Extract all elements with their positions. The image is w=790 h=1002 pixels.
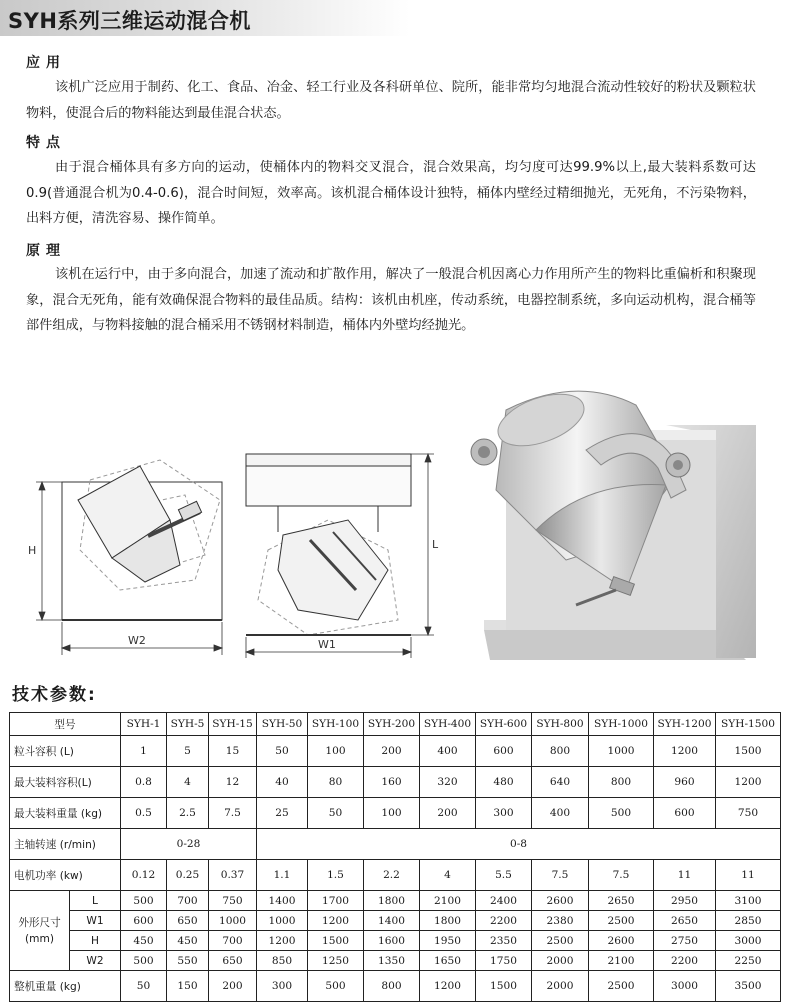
table-cell: 5 <box>167 736 209 767</box>
table-cell: 650 <box>167 911 209 931</box>
table-cell: 1200 <box>716 767 781 798</box>
table-cell: 700 <box>167 891 209 911</box>
table-cell: 3000 <box>654 971 716 1002</box>
table-cell: 1000 <box>589 736 654 767</box>
table-cell: 2650 <box>654 911 716 931</box>
table-cell: 1800 <box>420 911 476 931</box>
table-cell: 2250 <box>716 951 781 971</box>
model-name-cell: SYH-15 <box>209 713 257 736</box>
table-cell: 5.5 <box>476 860 532 891</box>
dim-label: L <box>70 891 121 911</box>
speed-small-cell: 0-28 <box>121 829 257 860</box>
row-label: 电机功率 (kw) <box>10 860 121 891</box>
table-cell: 2600 <box>589 931 654 951</box>
table-cell: 1750 <box>476 951 532 971</box>
table-row <box>10 951 781 971</box>
table-cell: 25 <box>257 798 308 829</box>
table-cell: 300 <box>257 971 308 1002</box>
table-cell: 7.5 <box>209 798 257 829</box>
table-cell: 80 <box>308 767 364 798</box>
table-cell: 100 <box>308 736 364 767</box>
table-cell: 0.8 <box>121 767 167 798</box>
model-name-cell: SYH-100 <box>308 713 364 736</box>
table-cell: 1350 <box>364 951 420 971</box>
speed-large-cell: 0-8 <box>257 829 781 860</box>
table-cell: 2600 <box>532 891 589 911</box>
front-view-diagram <box>20 440 235 660</box>
spec-table <box>9 712 781 1002</box>
table-cell: 600 <box>654 798 716 829</box>
table-cell: 2000 <box>532 971 589 1002</box>
table-cell: 1200 <box>257 931 308 951</box>
table-cell: 12 <box>209 767 257 798</box>
model-name-cell: SYH-600 <box>476 713 532 736</box>
table-cell: 7.5 <box>589 860 654 891</box>
table-cell: 1 <box>121 736 167 767</box>
table-cell: 400 <box>420 736 476 767</box>
table-cell: 3100 <box>716 891 781 911</box>
table-row <box>10 891 781 911</box>
table-row <box>10 829 781 860</box>
table-cell: 1200 <box>420 971 476 1002</box>
table-cell: 1.1 <box>257 860 308 891</box>
title-bar <box>0 0 410 36</box>
table-cell: 320 <box>420 767 476 798</box>
table-cell: 500 <box>121 891 167 911</box>
table-row <box>10 767 781 798</box>
table-cell: 100 <box>364 798 420 829</box>
model-name-cell: SYH-400 <box>420 713 476 736</box>
table-cell: 1800 <box>364 891 420 911</box>
table-cell: 2500 <box>532 931 589 951</box>
table-cell: 1200 <box>308 911 364 931</box>
table-cell: 4 <box>420 860 476 891</box>
dims-group-label: 外形尺寸(mm) <box>10 891 70 971</box>
table-cell: 1400 <box>257 891 308 911</box>
table-cell: 2200 <box>476 911 532 931</box>
page-title: SYH系列三维运动混合机 <box>8 9 251 33</box>
table-cell: 650 <box>209 951 257 971</box>
table-cell: 500 <box>308 971 364 1002</box>
table-cell: 960 <box>654 767 716 798</box>
table-cell: 50 <box>121 971 167 1002</box>
table-cell: 500 <box>589 798 654 829</box>
table-cell: 2.2 <box>364 860 420 891</box>
h-dimension-label: H <box>28 544 37 557</box>
table-cell: 1500 <box>308 931 364 951</box>
table-cell: 480 <box>476 767 532 798</box>
table-cell: 850 <box>257 951 308 971</box>
row-label: 最大装料重量 (kg) <box>10 798 121 829</box>
table-cell: 2400 <box>476 891 532 911</box>
features-heading: 特点 <box>26 135 66 151</box>
table-cell: 160 <box>364 767 420 798</box>
table-row <box>10 798 781 829</box>
table-cell: 11 <box>716 860 781 891</box>
row-label: 主轴转速 (r/min) <box>10 829 121 860</box>
table-cell: 2850 <box>716 911 781 931</box>
model-name-cell: SYH-5 <box>167 713 209 736</box>
table-cell: 400 <box>532 798 589 829</box>
table-cell: 0.12 <box>121 860 167 891</box>
table-row <box>10 931 781 951</box>
table-cell: 2100 <box>420 891 476 911</box>
table-cell: 200 <box>364 736 420 767</box>
model-name-cell: SYH-200 <box>364 713 420 736</box>
table-cell: 1700 <box>308 891 364 911</box>
table-cell: 1500 <box>476 971 532 1002</box>
table-cell: 1.5 <box>308 860 364 891</box>
table-cell: 1400 <box>364 911 420 931</box>
table-cell: 2380 <box>532 911 589 931</box>
model-name-cell: SYH-1500 <box>716 713 781 736</box>
model-name-cell: SYH-1 <box>121 713 167 736</box>
table-cell: 550 <box>167 951 209 971</box>
table-cell: 2.5 <box>167 798 209 829</box>
table-cell: 800 <box>364 971 420 1002</box>
table-cell: 2100 <box>589 951 654 971</box>
w2-dimension-label: W2 <box>128 634 146 647</box>
dim-label: W1 <box>70 911 121 931</box>
table-cell: 1950 <box>420 931 476 951</box>
table-cell: 2950 <box>654 891 716 911</box>
model-header: 型号 <box>10 713 121 736</box>
table-cell: 11 <box>654 860 716 891</box>
dim-label: H <box>70 931 121 951</box>
table-cell: 450 <box>167 931 209 951</box>
table-cell: 200 <box>420 798 476 829</box>
table-cell: 2350 <box>476 931 532 951</box>
table-cell: 1650 <box>420 951 476 971</box>
table-cell: 2200 <box>654 951 716 971</box>
w1-dimension-label: W1 <box>318 638 336 651</box>
table-cell: 40 <box>257 767 308 798</box>
table-cell: 750 <box>716 798 781 829</box>
application-text: 该机广泛应用于制药、化工、食品、冶金、轻工行业及各科研单位、院所，能非常均匀地混合流动性较好的粉状及颗粒状物料，使混合后的物料能达到最佳混合状态。 <box>26 80 756 121</box>
table-cell: 750 <box>209 891 257 911</box>
table-cell: 15 <box>209 736 257 767</box>
model-name-cell: SYH-1200 <box>654 713 716 736</box>
machine-photo <box>466 380 766 670</box>
table-cell: 2500 <box>589 911 654 931</box>
row-label: 整机重量 (kg) <box>10 971 121 1002</box>
l-dimension-label: L <box>432 538 439 551</box>
table-cell: 450 <box>121 931 167 951</box>
table-cell: 2650 <box>589 891 654 911</box>
table-row <box>10 860 781 891</box>
table-row <box>10 971 781 1002</box>
model-name-cell: SYH-800 <box>532 713 589 736</box>
params-heading: 技术参数: <box>12 685 97 705</box>
table-cell: 300 <box>476 798 532 829</box>
table-cell: 7.5 <box>532 860 589 891</box>
table-cell: 0.5 <box>121 798 167 829</box>
table-row <box>10 736 781 767</box>
table-cell: 1200 <box>654 736 716 767</box>
table-cell: 3500 <box>716 971 781 1002</box>
table-cell: 2750 <box>654 931 716 951</box>
table-cell: 50 <box>308 798 364 829</box>
table-cell: 1600 <box>364 931 420 951</box>
table-cell: 1000 <box>257 911 308 931</box>
row-label: 最大装料容积(L) <box>10 767 121 798</box>
side-view-diagram <box>238 440 448 660</box>
principle-heading: 原理 <box>26 243 66 259</box>
table-cell: 1000 <box>209 911 257 931</box>
table-cell: 800 <box>589 767 654 798</box>
table-cell: 640 <box>532 767 589 798</box>
table-cell: 2000 <box>532 951 589 971</box>
table-cell: 50 <box>257 736 308 767</box>
model-name-cell: SYH-1000 <box>589 713 654 736</box>
table-row <box>10 911 781 931</box>
table-cell: 4 <box>167 767 209 798</box>
table-cell: 200 <box>209 971 257 1002</box>
model-name-cell: SYH-50 <box>257 713 308 736</box>
application-heading: 应用 <box>26 55 66 71</box>
principle-text: 该机在运行中，由于多向混合，加速了流动和扩散作用，解决了一般混合机因离心力作用所产生的物料比重偏析和积聚现象，混合无死角，能有效确保混合物料的最佳品质。结构：该机由机座，传动系统，电器控制系统，多向运动机构，混合桶等部件组成，与物料接触的混合桶采用不锈钢材料制造，桶体内外壁均经抛光。 <box>26 267 756 333</box>
table-cell: 150 <box>167 971 209 1002</box>
table-cell: 800 <box>532 736 589 767</box>
table-cell: 0.37 <box>209 860 257 891</box>
row-label: 粒斗容积 (L) <box>10 736 121 767</box>
table-cell: 0.25 <box>167 860 209 891</box>
table-cell: 600 <box>476 736 532 767</box>
table-cell: 1250 <box>308 951 364 971</box>
table-cell: 3000 <box>716 931 781 951</box>
table-cell: 2500 <box>589 971 654 1002</box>
table-cell: 700 <box>209 931 257 951</box>
dim-label: W2 <box>70 951 121 971</box>
table-cell: 1500 <box>716 736 781 767</box>
table-cell: 600 <box>121 911 167 931</box>
table-row <box>10 713 781 736</box>
table-cell: 500 <box>121 951 167 971</box>
features-text: 由于混合桶体具有多方向的运动，使桶体内的物料交叉混合，混合效果高，均匀度可达99.9%以上,最大装料系数可达0.9(普通混合机为0.4-0.6)，混合时间短，效率高。该机混合桶体设计独特，桶体内壁经过精细抛光，无死角，不污染物料，出料方便，清洗容易、操作简单。 <box>26 160 756 226</box>
